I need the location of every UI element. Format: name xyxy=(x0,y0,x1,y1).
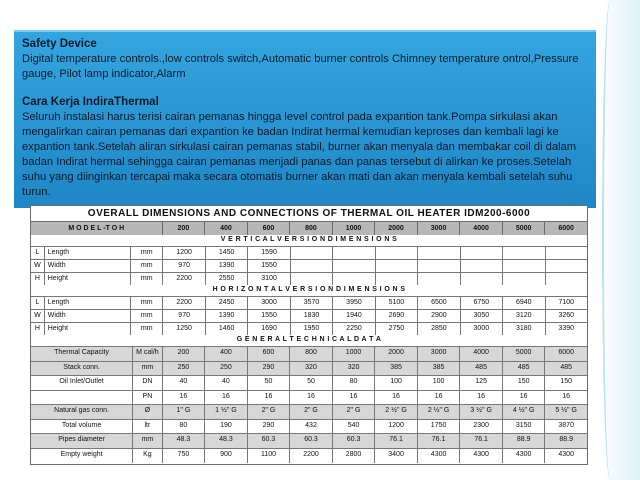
table-cell: 2450 xyxy=(206,297,248,310)
decorative-curve xyxy=(602,0,640,480)
table-cell: 3 ½" G xyxy=(460,405,503,419)
table-cell: 320 xyxy=(290,362,333,376)
table-cell: 1950 xyxy=(291,323,333,336)
safety-device-title: Safety Device xyxy=(22,38,97,50)
row-unit: PN xyxy=(133,391,162,405)
row-unit: mm xyxy=(131,323,163,336)
table-cell: 2 ½" G xyxy=(375,405,418,419)
table-cell: 1" G xyxy=(163,405,206,419)
table-cell: 2" G xyxy=(333,405,376,419)
table-cell: 1250 xyxy=(163,323,205,336)
table-row xyxy=(31,390,587,405)
row-symbol: L xyxy=(31,247,45,260)
row-label: Width xyxy=(45,310,131,323)
table-cell: 100 xyxy=(418,376,461,390)
table-cell: 16 xyxy=(290,391,333,405)
table-cell: 7100 xyxy=(558,299,575,306)
table-row xyxy=(31,246,587,260)
table-cell: 6750 xyxy=(461,297,503,310)
table-cell: 1460 xyxy=(206,323,248,336)
table-cell: 1550 xyxy=(248,260,290,273)
row-unit: mm xyxy=(133,362,162,376)
table-cell: 1 ½" G xyxy=(205,405,248,419)
table-row xyxy=(31,419,587,434)
safety-device-text: Digital temperature controls.,low controls switch,Automatic burner controls Chimney temperature ontrol,Pressure gauge, Pilot lamp indicator,Alarm xyxy=(22,53,579,80)
table-cell: 1000 xyxy=(333,347,376,361)
table-cell: 88.9 xyxy=(503,434,546,448)
table-cell: 485 xyxy=(460,362,503,376)
row-label xyxy=(31,391,133,405)
cara-kerja-text: Seluruh instalasi harus terisi cairan pemanas hingga level control pada expantion tank.Pompa sirkulasi akan mengalirkan cairan pemanas dari expantion ke badan Indirat hermal kemudian keproses dan kembali lagi ke expantion tank.Setelah aliran sirkulasi cairan pemanas stabil, burner akan menyala dan membakar coil di dalam badan Indirat hermal sehingga cairan pemanas menjadi panas dan panas tersebut di alirkan ke proses.Setelah suhu yang diinginkan tercapai maka secara otomatis burner akan mati dan akan menyala kembali setelah suhu turun. xyxy=(22,111,577,198)
table-cell: 48.3 xyxy=(163,434,206,448)
row-label: Oil Inlet/Outlet xyxy=(31,376,133,390)
model-header-cell: 4000 xyxy=(460,222,503,235)
table-row xyxy=(31,346,587,361)
table-cell: 1390 xyxy=(206,260,248,273)
model-header-cell: 6000 xyxy=(558,225,574,232)
table-cell: 4300 xyxy=(460,449,503,463)
table-cell: 16 xyxy=(562,392,571,400)
row-unit: mm xyxy=(133,434,162,448)
table-row xyxy=(31,259,587,273)
table-cell: 125 xyxy=(460,376,503,390)
table-cell: 60.3 xyxy=(290,434,333,448)
row-symbol: H xyxy=(31,273,45,286)
table-cell: 5000 xyxy=(503,347,546,361)
dimensions-table xyxy=(30,205,588,465)
table-cell: 50 xyxy=(290,376,333,390)
model-header-cell: 600 xyxy=(248,222,291,235)
model-header-cell: 800 xyxy=(290,222,333,235)
table-cell: 16 xyxy=(503,391,546,405)
table-cell: 48.3 xyxy=(205,434,248,448)
table-cell: 5100 xyxy=(376,297,418,310)
table-cell: 3950 xyxy=(333,297,375,310)
table-row xyxy=(31,375,587,390)
row-unit: DN xyxy=(133,376,162,390)
table-cell: 80 xyxy=(163,420,206,434)
table-row xyxy=(31,433,587,448)
table-cell: 385 xyxy=(375,362,418,376)
table-cell: 4 ½" G xyxy=(503,405,546,419)
table-cell: 3000 xyxy=(418,347,461,361)
row-label: Thermal Capacity xyxy=(31,347,133,361)
table-cell: 76.1 xyxy=(460,434,503,448)
table-cell: 3000 xyxy=(248,297,290,310)
table-cell: 2750 xyxy=(376,323,418,336)
table-cell: 250 xyxy=(205,362,248,376)
row-label: Natural gas conn. xyxy=(31,405,133,419)
table-cell: 600 xyxy=(248,347,291,361)
row-label: Length xyxy=(45,297,131,310)
table-cell: 1750 xyxy=(418,420,461,434)
table-cell: 1590 xyxy=(248,247,290,260)
row-symbol: W xyxy=(31,260,45,273)
table-cell: 88.9 xyxy=(545,434,587,448)
table-row xyxy=(31,296,587,310)
table-cell: 6940 xyxy=(503,297,545,310)
table-cell: 2 ½" G xyxy=(418,405,461,419)
table-cell: 4300 xyxy=(418,449,461,463)
table-cell: 16 xyxy=(205,391,248,405)
row-unit: Ø xyxy=(133,405,162,419)
table-cell: 200 xyxy=(163,347,206,361)
table-cell: 250 xyxy=(163,362,206,376)
table-cell: 970 xyxy=(163,260,205,273)
table-cell: 40 xyxy=(205,376,248,390)
table-cell: 2" G xyxy=(290,405,333,419)
table-cell: 2200 xyxy=(163,297,205,310)
table-cell: 150 xyxy=(560,378,573,385)
table-cell: 1200 xyxy=(375,420,418,434)
table-cell: 800 xyxy=(290,347,333,361)
table-row xyxy=(31,272,587,286)
row-symbol: L xyxy=(31,297,45,310)
model-header-cell: 3000 xyxy=(418,222,461,235)
table-cell: 750 xyxy=(163,449,206,463)
row-label: Height xyxy=(45,323,131,336)
table-cell: 3100 xyxy=(248,273,290,286)
table-cell: 485 xyxy=(503,362,546,376)
table-cell: 1100 xyxy=(248,449,291,463)
table-cell: 290 xyxy=(248,420,291,434)
table-cell: 5 ½" G xyxy=(545,405,587,419)
table-cell: 4300 xyxy=(558,450,574,458)
table-cell: 190 xyxy=(205,420,248,434)
row-label: Total volume xyxy=(31,420,133,434)
table-cell: 3180 xyxy=(503,323,545,336)
table-cell: 40 xyxy=(163,376,206,390)
row-unit: mm xyxy=(131,273,163,286)
table-cell: 1450 xyxy=(206,247,248,260)
table-cell: 540 xyxy=(333,420,376,434)
row-unit: M cal/h xyxy=(133,347,162,361)
model-header-cell: 2000 xyxy=(375,222,418,235)
table-cell: 16 xyxy=(248,391,291,405)
table-cell: 970 xyxy=(163,310,205,323)
table-cell: 3260 xyxy=(558,312,575,319)
model-header-cell: 400 xyxy=(205,222,248,235)
table-cell: 60.3 xyxy=(333,434,376,448)
row-label: Empty weight xyxy=(31,449,133,463)
table-cell: 16 xyxy=(375,391,418,405)
table-cell: 76.1 xyxy=(375,434,418,448)
row-unit: mm xyxy=(131,297,163,310)
table-cell: 3390 xyxy=(558,325,575,332)
text-content xyxy=(22,37,594,200)
model-header-cell: 200 xyxy=(163,222,206,235)
table-cell: 900 xyxy=(205,449,248,463)
row-label: Pipes diameter xyxy=(31,434,133,448)
table-cell: 1390 xyxy=(206,310,248,323)
table-cell: 100 xyxy=(375,376,418,390)
model-header-label: M O D E L -T O H xyxy=(31,222,163,235)
table-cell: 2900 xyxy=(418,310,460,323)
table-cell: 2000 xyxy=(375,347,418,361)
table-cell: 2" G xyxy=(248,405,291,419)
table-cell: 2200 xyxy=(290,449,333,463)
table-cell: 76.1 xyxy=(418,434,461,448)
table-cell: 2550 xyxy=(206,273,248,286)
horizontal-section-title: H O R I Z O N T A L V E R S I O N D I M E N S I O N S xyxy=(31,285,587,295)
table-cell: 1550 xyxy=(248,310,290,323)
row-unit: Kg xyxy=(133,449,162,463)
table-cell: 385 xyxy=(418,362,461,376)
row-label: Stack conn. xyxy=(31,362,133,376)
row-unit: mm xyxy=(131,260,163,273)
table-cell: 3400 xyxy=(375,449,418,463)
model-row xyxy=(31,221,587,236)
table-cell: 16 xyxy=(418,391,461,405)
table-cell: 1830 xyxy=(291,310,333,323)
table-cell: 6500 xyxy=(418,297,460,310)
model-header-cell: 1000 xyxy=(333,222,376,235)
table-row xyxy=(31,322,587,336)
table-cell: 3000 xyxy=(461,323,503,336)
table-cell: 16 xyxy=(163,391,206,405)
row-unit: ltr xyxy=(133,420,162,434)
table-cell: 4300 xyxy=(503,449,546,463)
table-cell: 290 xyxy=(248,362,291,376)
table-cell: 3050 xyxy=(461,310,503,323)
table-cell: 6000 xyxy=(545,347,587,361)
table-cell: 432 xyxy=(290,420,333,434)
table-cell: 1940 xyxy=(333,310,375,323)
table-cell: 2800 xyxy=(333,449,376,463)
table-cell: 3870 xyxy=(558,421,574,429)
row-unit: mm xyxy=(131,247,163,260)
vertical-section-title: V E R T I C A L V E R S I O N D I M E N S I O N S xyxy=(31,235,587,245)
table-cell: 2690 xyxy=(376,310,418,323)
table-cell: 485 xyxy=(545,362,587,376)
table-cell: 16 xyxy=(460,391,503,405)
row-label: Width xyxy=(45,260,131,273)
table-cell: 50 xyxy=(248,376,291,390)
model-header-cell: 5000 xyxy=(503,222,546,235)
cara-kerja-title: Cara Kerja IndiraThermal xyxy=(22,96,159,108)
table-cell: 400 xyxy=(205,347,248,361)
table-cell: 2850 xyxy=(418,323,460,336)
table-cell: 2250 xyxy=(333,323,375,336)
table-cell: 3150 xyxy=(503,420,546,434)
table-cell: 2200 xyxy=(163,273,205,286)
general-section-title: G E N E R A L T E C H N I C A L D A T A xyxy=(31,335,587,345)
table-cell: 4000 xyxy=(460,347,503,361)
row-unit: mm xyxy=(131,310,163,323)
table-title: OVERALL DIMENSIONS AND CONNECTIONS OF THERMAL OIL HEATER IDM200-6000 xyxy=(87,208,531,219)
table-cell: 3570 xyxy=(291,297,333,310)
table-cell: 60.3 xyxy=(248,434,291,448)
table-cell: 80 xyxy=(333,376,376,390)
table-cell: 1690 xyxy=(248,323,290,336)
table-row xyxy=(31,404,587,419)
table-cell: 320 xyxy=(333,362,376,376)
table-row xyxy=(31,309,587,323)
table-cell: 3120 xyxy=(503,310,545,323)
table-cell: 2300 xyxy=(460,420,503,434)
row-symbol: H xyxy=(31,323,45,336)
table-cell: 16 xyxy=(333,391,376,405)
row-label: Height xyxy=(45,273,131,286)
table-row xyxy=(31,448,587,463)
table-cell: 150 xyxy=(503,376,546,390)
table-row xyxy=(31,361,587,376)
row-label: Length xyxy=(45,247,131,260)
table-cell: 1200 xyxy=(163,247,205,260)
row-symbol: W xyxy=(31,310,45,323)
